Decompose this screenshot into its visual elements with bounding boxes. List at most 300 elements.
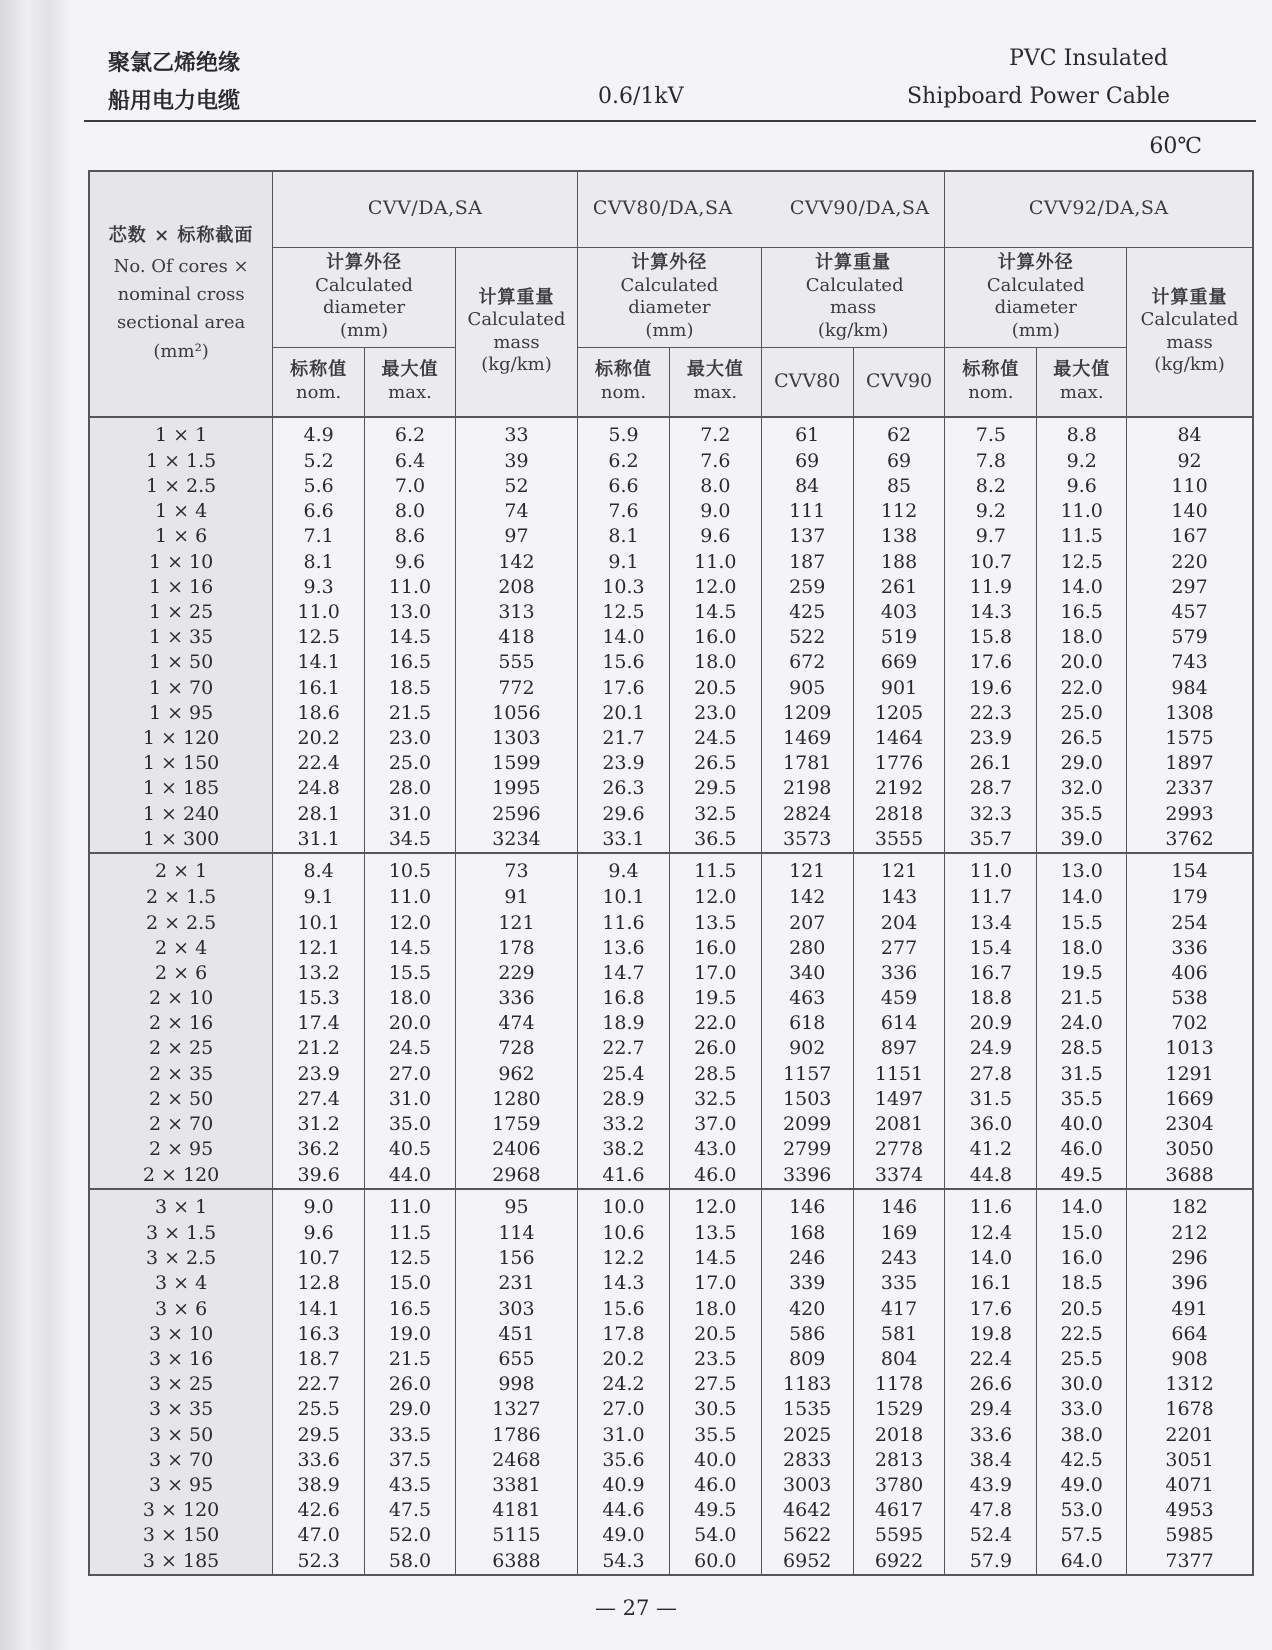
- size-cell: 3 × 95: [89, 1473, 273, 1498]
- cvv-nom-dia-cell: 5.2: [273, 449, 365, 474]
- size-cell: 1 × 10: [89, 550, 273, 575]
- cvv80-max-dia-cell: 32.5: [669, 801, 761, 826]
- diameter-unit: (mm): [339, 319, 389, 341]
- cvv-nom-dia-cell: 9.1: [273, 885, 365, 910]
- cvv80-mass-cell: 4642: [761, 1498, 853, 1523]
- cvv80-max-dia-cell: 9.6: [669, 524, 761, 549]
- cvv-mass-cell: 5115: [455, 1523, 577, 1548]
- cvv-max-dia-cell: 13.0: [365, 600, 456, 625]
- diameter-en: Calculated diameter: [986, 274, 1085, 318]
- cvv90-mass-cell: 169: [853, 1221, 945, 1246]
- max-cn: 最大值: [1053, 359, 1111, 381]
- cvv92-max-dia-cell: 40.0: [1037, 1112, 1127, 1137]
- cvv-nom-dia-cell: 14.1: [273, 650, 365, 675]
- cvv90-mass-cell: 6922: [853, 1548, 945, 1575]
- mass-unit: (kg/km): [1154, 354, 1225, 376]
- group-header-cvv80-cvv90: [578, 171, 945, 247]
- table-row: [89, 910, 1253, 935]
- nom-header: [945, 347, 1037, 417]
- cvv-max-dia-cell: 18.5: [365, 676, 456, 701]
- cvv90-mass-cell: 1205: [853, 701, 945, 726]
- cvv92-max-dia-cell: 18.0: [1037, 625, 1127, 650]
- cvv92-mass-cell: 212: [1127, 1221, 1253, 1246]
- table-row: [89, 676, 1253, 701]
- cvv-max-dia-cell: 16.5: [365, 1296, 456, 1321]
- cvv80-mass-cell: 259: [761, 575, 853, 600]
- cvv92-max-dia-cell: 14.0: [1037, 1189, 1127, 1221]
- cvv90-mass-cell: 2018: [853, 1422, 945, 1447]
- nom-cn: 标称值: [290, 359, 348, 381]
- cvv-mass-cell: 1759: [455, 1112, 577, 1137]
- cvv-mass-cell: 1599: [455, 751, 577, 776]
- cvv80-max-dia-cell: 12.0: [669, 1189, 761, 1221]
- corner-header-cn: 芯数 × 标称截面: [108, 224, 254, 246]
- cvv-max-dia-cell: 7.0: [365, 474, 456, 499]
- size-cell: 2 × 95: [89, 1137, 273, 1162]
- cvv80-mass-cell: 61: [761, 417, 853, 449]
- cvv80-max-dia-cell: 35.5: [669, 1422, 761, 1447]
- cvv80-nom-dia-cell: 18.9: [578, 1011, 670, 1036]
- cvv92-max-dia-cell: 18.5: [1037, 1271, 1127, 1296]
- cvv-mass-cell: 121: [455, 910, 577, 935]
- table-row: [89, 701, 1253, 726]
- cvv-nom-dia-cell: 21.2: [273, 1036, 365, 1061]
- cvv92-max-dia-cell: 12.5: [1037, 550, 1127, 575]
- cvv80-mass-cell: 2198: [761, 776, 853, 801]
- size-cell: 3 × 1: [89, 1189, 273, 1221]
- cvv80-max-dia-cell: 26.0: [669, 1036, 761, 1061]
- cvv80-mass-cell: 1781: [761, 751, 853, 776]
- cvv80-max-dia-cell: 23.5: [669, 1347, 761, 1372]
- table-row: [89, 499, 1253, 524]
- cvv92-mass-cell: 984: [1127, 676, 1253, 701]
- size-cell: 2 × 1.5: [89, 885, 273, 910]
- cvv-nom-dia-cell: 7.1: [273, 524, 365, 549]
- cvv92-nom-dia-cell: 22.4: [945, 1347, 1037, 1372]
- max-cn: 最大值: [686, 359, 744, 381]
- cvv-mass-cell: 208: [455, 575, 577, 600]
- cvv80-mass-cell: 6952: [761, 1548, 853, 1575]
- cvv80-mass-cell: 5622: [761, 1523, 853, 1548]
- mass-cn: 计算重量: [1151, 286, 1228, 308]
- cvv92-max-dia-cell: 29.0: [1037, 751, 1127, 776]
- cvv92-max-dia-cell: 39.0: [1037, 827, 1127, 854]
- table-row: [89, 1347, 1253, 1372]
- size-cell: 3 × 120: [89, 1498, 273, 1523]
- section-2-core: [89, 853, 1253, 1189]
- table-row: [89, 1322, 1253, 1347]
- cvv92-mass-cell: 140: [1127, 499, 1253, 524]
- cvv-mass-cell: 91: [455, 885, 577, 910]
- table-row: [89, 1137, 1253, 1162]
- cvv92-nom-dia-cell: 19.6: [945, 676, 1037, 701]
- cvv90-mass-cell: 5595: [853, 1523, 945, 1548]
- cvv92-nom-dia-cell: 36.0: [945, 1112, 1037, 1137]
- cvv80-max-dia-cell: 28.5: [669, 1062, 761, 1087]
- cvv-mass-cell: 772: [455, 676, 577, 701]
- cvv80-mass-cell: 809: [761, 1347, 853, 1372]
- cvv-mass-cell: 231: [455, 1271, 577, 1296]
- cvv80-max-dia-cell: 12.0: [669, 575, 761, 600]
- cvv80-mass-cell: 187: [761, 550, 853, 575]
- cvv-max-dia-cell: 12.0: [365, 910, 456, 935]
- cvv80-nom-dia-cell: 29.6: [578, 801, 670, 826]
- cvv90-mass-cell: 2192: [853, 776, 945, 801]
- cvv-nom-dia-cell: 29.5: [273, 1422, 365, 1447]
- cvv80-mass-cell: 207: [761, 910, 853, 935]
- cvv92-max-dia-cell: 14.0: [1037, 575, 1127, 600]
- max-header: [365, 347, 456, 417]
- cvv80-max-dia-cell: 13.5: [669, 910, 761, 935]
- cvv-mass-cell: 95: [455, 1189, 577, 1221]
- cvv92-max-dia-cell: 49.0: [1037, 1473, 1127, 1498]
- size-cell: 1 × 35: [89, 625, 273, 650]
- cvv-mass-cell: 2468: [455, 1448, 577, 1473]
- cvv90-mass-cell: 417: [853, 1296, 945, 1321]
- cvv92-mass-cell: 3051: [1127, 1448, 1253, 1473]
- size-cell: 1 × 2.5: [89, 474, 273, 499]
- cvv-mass-cell: 3381: [455, 1473, 577, 1498]
- cvv92-nom-dia-cell: 20.9: [945, 1011, 1037, 1036]
- table-row: [89, 1062, 1253, 1087]
- cvv80-mass-cell: 2799: [761, 1137, 853, 1162]
- cvv90-mass-cell: 669: [853, 650, 945, 675]
- cvv90-mass-cell: 901: [853, 676, 945, 701]
- table-row: [89, 1011, 1253, 1036]
- cvv-nom-dia-cell: 39.6: [273, 1162, 365, 1189]
- cvv92-mass-cell: 396: [1127, 1271, 1253, 1296]
- group-header-cvv80: CVV80/DA,SA: [592, 197, 733, 220]
- cvv80-max-dia-cell: 8.0: [669, 474, 761, 499]
- cvv92-max-dia-cell: 26.5: [1037, 726, 1127, 751]
- cvv90-mass-cell: 2818: [853, 801, 945, 826]
- cvv80-mass-cell: 121: [761, 853, 853, 885]
- cvv-mass-cell: 998: [455, 1372, 577, 1397]
- cvv80-max-dia-cell: 27.5: [669, 1372, 761, 1397]
- cvv-mass-cell: 1303: [455, 726, 577, 751]
- cvv80-diameter-header: [578, 247, 762, 347]
- cvv80-max-dia-cell: 60.0: [669, 1548, 761, 1575]
- cvv92-max-dia-cell: 57.5: [1037, 1523, 1127, 1548]
- cvv80-nom-dia-cell: 54.3: [578, 1548, 670, 1575]
- cvv90-mass-cell: 121: [853, 853, 945, 885]
- cvv90-mass-cell: 3780: [853, 1473, 945, 1498]
- cvv90-mass-cell: 261: [853, 575, 945, 600]
- size-cell: 1 × 6: [89, 524, 273, 549]
- diameter-en: Calculated diameter: [315, 274, 413, 318]
- cvv80-mass-cell: 69: [761, 449, 853, 474]
- cvv80-mass-cell: 146: [761, 1189, 853, 1221]
- cvv90-mass-cell: 3374: [853, 1162, 945, 1189]
- size-cell: 1 × 16: [89, 575, 273, 600]
- cvv92-max-dia-cell: 9.6: [1037, 474, 1127, 499]
- cvv92-mass-cell: 1575: [1127, 726, 1253, 751]
- cvv80-max-dia-cell: 37.0: [669, 1112, 761, 1137]
- cvv-mass-cell: 2596: [455, 801, 577, 826]
- max-header: [1037, 347, 1127, 417]
- cvv-nom-dia-cell: 9.0: [273, 1189, 365, 1221]
- cvv-mass-cell: 156: [455, 1246, 577, 1271]
- mass-unit: (kg/km): [817, 319, 889, 341]
- cvv92-max-dia-cell: 16.5: [1037, 600, 1127, 625]
- cvv-mass-cell: 2406: [455, 1137, 577, 1162]
- cvv80-max-dia-cell: 12.0: [669, 885, 761, 910]
- cvv92-max-dia-cell: 28.5: [1037, 1036, 1127, 1061]
- cvv92-nom-dia-cell: 43.9: [945, 1473, 1037, 1498]
- size-cell: 3 × 1.5: [89, 1221, 273, 1246]
- table-row: [89, 1498, 1253, 1523]
- size-cell: 3 × 6: [89, 1296, 273, 1321]
- size-cell: 3 × 10: [89, 1322, 273, 1347]
- cvv80-nom-dia-cell: 12.5: [578, 600, 670, 625]
- cvv-max-dia-cell: 31.0: [365, 1087, 456, 1112]
- cvv-mass-cell: 1327: [455, 1397, 577, 1422]
- cvv90-mass-cell: 146: [853, 1189, 945, 1221]
- table-row: [89, 1422, 1253, 1447]
- cvv80-max-dia-cell: 14.5: [669, 1246, 761, 1271]
- cvv80-nom-dia-cell: 33.2: [578, 1112, 670, 1137]
- size-cell: 1 × 1.5: [89, 449, 273, 474]
- cvv92-nom-dia-cell: 7.8: [945, 449, 1037, 474]
- cvv-max-dia-cell: 21.5: [365, 701, 456, 726]
- size-cell: 1 × 150: [89, 751, 273, 776]
- table-row: [89, 961, 1253, 986]
- table-row: [89, 726, 1253, 751]
- cvv-max-dia-cell: 11.0: [365, 1189, 456, 1221]
- mass-cn: 计算重量: [478, 286, 555, 308]
- cvv92-max-dia-cell: 11.0: [1037, 499, 1127, 524]
- table-row: [89, 1189, 1253, 1221]
- size-cell: 3 × 4: [89, 1271, 273, 1296]
- cvv92-nom-dia-cell: 17.6: [945, 1296, 1037, 1321]
- cvv-nom-dia-cell: 27.4: [273, 1087, 365, 1112]
- cvv-nom-dia-cell: 25.5: [273, 1397, 365, 1422]
- cvv-nom-dia-cell: 9.3: [273, 575, 365, 600]
- cvv80-mass-cell: 1183: [761, 1372, 853, 1397]
- diameter-unit: (mm): [1011, 319, 1060, 341]
- cvv92-nom-dia-cell: 14.0: [945, 1246, 1037, 1271]
- cvv-max-dia-cell: 40.5: [365, 1137, 456, 1162]
- table-row: [89, 1036, 1253, 1061]
- size-cell: 1 × 95: [89, 701, 273, 726]
- cvv92-max-dia-cell: 11.5: [1037, 524, 1127, 549]
- cvv-max-dia-cell: 16.5: [365, 650, 456, 675]
- cvv92-mass-cell: 2201: [1127, 1422, 1253, 1447]
- cvv92-nom-dia-cell: 9.7: [945, 524, 1037, 549]
- cvv-nom-dia-cell: 36.2: [273, 1137, 365, 1162]
- size-cell: 2 × 6: [89, 961, 273, 986]
- cvv92-mass-cell: 179: [1127, 885, 1253, 910]
- title-en-line2: Shipboard Power Cable: [906, 84, 1170, 109]
- cvv80-mass-cell: 1209: [761, 701, 853, 726]
- cvv92-max-dia-cell: 46.0: [1037, 1137, 1127, 1162]
- cvv-max-dia-cell: 28.0: [365, 776, 456, 801]
- cvv80-nom-dia-cell: 33.1: [578, 827, 670, 854]
- cvv92-mass-cell: 336: [1127, 936, 1253, 961]
- cvv-mass-cell: 336: [455, 986, 577, 1011]
- nom-header: [578, 347, 670, 417]
- cvv80-mass-cell: 2833: [761, 1448, 853, 1473]
- cvv80-mass-cell: 672: [761, 650, 853, 675]
- cvv80-max-dia-cell: 23.0: [669, 701, 761, 726]
- cvv-max-dia-cell: 11.0: [365, 575, 456, 600]
- cvv-max-dia-cell: 31.0: [365, 801, 456, 826]
- title-cn-line1: 聚氯乙烯绝缘: [108, 50, 241, 76]
- cvv80-mass-cell: 905: [761, 676, 853, 701]
- cvv92-nom-dia-cell: 18.8: [945, 986, 1037, 1011]
- table-row: [89, 885, 1253, 910]
- cvv80-max-dia-cell: 17.0: [669, 1271, 761, 1296]
- table-row: [89, 1221, 1253, 1246]
- cvv80-nom-dia-cell: 13.6: [578, 936, 670, 961]
- cvv92-mass-cell: 254: [1127, 910, 1253, 935]
- cvv92-mass-cell: 579: [1127, 625, 1253, 650]
- cvv92-max-dia-cell: 35.5: [1037, 1087, 1127, 1112]
- cvv92-nom-dia-cell: 33.6: [945, 1422, 1037, 1447]
- cvv92-nom-dia-cell: 47.8: [945, 1498, 1037, 1523]
- cvv92-mass-cell: 908: [1127, 1347, 1253, 1372]
- cvv80-max-dia-cell: 11.0: [669, 550, 761, 575]
- cvv90-mass-cell: 614: [853, 1011, 945, 1036]
- cvv80-nom-dia-cell: 14.0: [578, 625, 670, 650]
- table-row: [89, 1162, 1253, 1189]
- cvv-mass-cell: 962: [455, 1062, 577, 1087]
- voltage-rating: 0.6/1kV: [598, 84, 684, 109]
- cvv92-mass-cell: 3050: [1127, 1137, 1253, 1162]
- cvv92-max-dia-cell: 15.5: [1037, 910, 1127, 935]
- cvv-mass-cell: 73: [455, 853, 577, 885]
- cvv-mass-cell: 728: [455, 1036, 577, 1061]
- cvv-max-dia-cell: 21.5: [365, 1347, 456, 1372]
- cvv80-max-dia-cell: 24.5: [669, 726, 761, 751]
- cvv-max-dia-cell: 15.0: [365, 1271, 456, 1296]
- cvv92-mass-header: [1127, 247, 1253, 417]
- cvv90-mass-cell: 143: [853, 885, 945, 910]
- cvv90-mass-cell: 1497: [853, 1087, 945, 1112]
- cvv90-mass-cell: 62: [853, 417, 945, 449]
- section-1-core: [89, 417, 1253, 853]
- cvv80-nom-dia-cell: 26.3: [578, 776, 670, 801]
- section-3-core: [89, 1189, 1253, 1575]
- cvv90-mass-cell: 204: [853, 910, 945, 935]
- cvv80-max-dia-cell: 30.5: [669, 1397, 761, 1422]
- size-cell: 1 × 25: [89, 600, 273, 625]
- cvv-mass-cell: 142: [455, 550, 577, 575]
- cvv90-mass-cell: 581: [853, 1322, 945, 1347]
- cvv80-nom-dia-cell: 10.0: [578, 1189, 670, 1221]
- cvv80-max-dia-cell: 16.0: [669, 625, 761, 650]
- cvv-mass-cell: 178: [455, 936, 577, 961]
- cvv-nom-dia-cell: 14.1: [273, 1296, 365, 1321]
- cvv-mass-cell: 1995: [455, 776, 577, 801]
- cvv92-mass-cell: 538: [1127, 986, 1253, 1011]
- size-cell: 2 × 70: [89, 1112, 273, 1137]
- cvv80-nom-dia-cell: 11.6: [578, 910, 670, 935]
- cvv-max-dia-cell: 34.5: [365, 827, 456, 854]
- cvv92-nom-dia-cell: 9.2: [945, 499, 1037, 524]
- cvv92-nom-dia-cell: 13.4: [945, 910, 1037, 935]
- cvv-mass-cell: 451: [455, 1322, 577, 1347]
- cvv92-mass-cell: 5985: [1127, 1523, 1253, 1548]
- cvv-max-dia-cell: 25.0: [365, 751, 456, 776]
- cvv-mass-cell: 1056: [455, 701, 577, 726]
- cvv90-mass-cell: 277: [853, 936, 945, 961]
- cvv92-max-dia-cell: 35.5: [1037, 801, 1127, 826]
- cvv80-mass-cell: 84: [761, 474, 853, 499]
- cvv-nom-dia-cell: 52.3: [273, 1548, 365, 1575]
- nom-en: nom.: [968, 381, 1014, 403]
- cvv90-mass-cell: 1464: [853, 726, 945, 751]
- diameter-cn: 计算外径: [326, 252, 403, 273]
- cvv80-max-dia-cell: 14.5: [669, 600, 761, 625]
- nom-header: [273, 347, 365, 417]
- title-en-line1: PVC Insulated: [1009, 46, 1168, 71]
- cvv92-max-dia-cell: 30.0: [1037, 1372, 1127, 1397]
- cvv80-mass-cell: 522: [761, 625, 853, 650]
- cvv92-nom-dia-cell: 29.4: [945, 1397, 1037, 1422]
- cvv-mass-cell: 33: [455, 417, 577, 449]
- cvv-nom-dia-cell: 28.1: [273, 801, 365, 826]
- table-row: [89, 1271, 1253, 1296]
- cvv92-nom-dia-cell: 31.5: [945, 1087, 1037, 1112]
- cvv-mass-cell: 3234: [455, 827, 577, 854]
- cvv-nom-dia-cell: 8.4: [273, 853, 365, 885]
- size-cell: 1 × 1: [89, 417, 273, 449]
- table-row: [89, 1523, 1253, 1548]
- cvv92-max-dia-cell: 13.0: [1037, 853, 1127, 885]
- cvv-diameter-header: [273, 247, 456, 347]
- cvv92-max-dia-cell: 49.5: [1037, 1162, 1127, 1189]
- cvv-mass-cell: 97: [455, 524, 577, 549]
- cvv92-mass-cell: 491: [1127, 1296, 1253, 1321]
- table-row: [89, 853, 1253, 885]
- table-row: [89, 936, 1253, 961]
- cvv80-nom-dia-cell: 14.7: [578, 961, 670, 986]
- cvv80-nom-dia-cell: 28.9: [578, 1087, 670, 1112]
- cvv-max-dia-cell: 11.0: [365, 885, 456, 910]
- cvv92-nom-dia-cell: 22.3: [945, 701, 1037, 726]
- cvv92-mass-cell: 4071: [1127, 1473, 1253, 1498]
- mass-unit: (kg/km): [481, 354, 552, 376]
- cvv-nom-dia-cell: 24.8: [273, 776, 365, 801]
- nom-en: nom.: [600, 381, 647, 403]
- size-cell: 2 × 120: [89, 1162, 273, 1189]
- cvv80-max-dia-cell: 9.0: [669, 499, 761, 524]
- cvv80-mass-cell: 3573: [761, 827, 853, 854]
- cvv92-mass-cell: 167: [1127, 524, 1253, 549]
- cvv92-nom-dia-cell: 28.7: [945, 776, 1037, 801]
- cvv-nom-dia-cell: 22.7: [273, 1372, 365, 1397]
- size-cell: 2 × 4: [89, 936, 273, 961]
- size-cell: 2 × 25: [89, 1036, 273, 1061]
- cvv90-mass-cell: 1529: [853, 1397, 945, 1422]
- cvv-max-dia-cell: 52.0: [365, 1523, 456, 1548]
- cvv92-mass-cell: 297: [1127, 575, 1253, 600]
- cvv-nom-dia-cell: 5.6: [273, 474, 365, 499]
- table-row: [89, 1448, 1253, 1473]
- cvv-mass-cell: 555: [455, 650, 577, 675]
- cvv90-mass-cell: 1151: [853, 1062, 945, 1087]
- cvv92-max-dia-cell: 42.5: [1037, 1448, 1127, 1473]
- cvv-max-dia-cell: 19.0: [365, 1322, 456, 1347]
- size-cell: 1 × 70: [89, 676, 273, 701]
- cvv92-mass-cell: 1669: [1127, 1087, 1253, 1112]
- cvv92-nom-dia-cell: 16.7: [945, 961, 1037, 986]
- cvv80-max-dia-cell: 40.0: [669, 1448, 761, 1473]
- cvv92-nom-dia-cell: 57.9: [945, 1548, 1037, 1575]
- cvv90-mass-cell: 138: [853, 524, 945, 549]
- cvv-nom-dia-cell: 11.0: [273, 600, 365, 625]
